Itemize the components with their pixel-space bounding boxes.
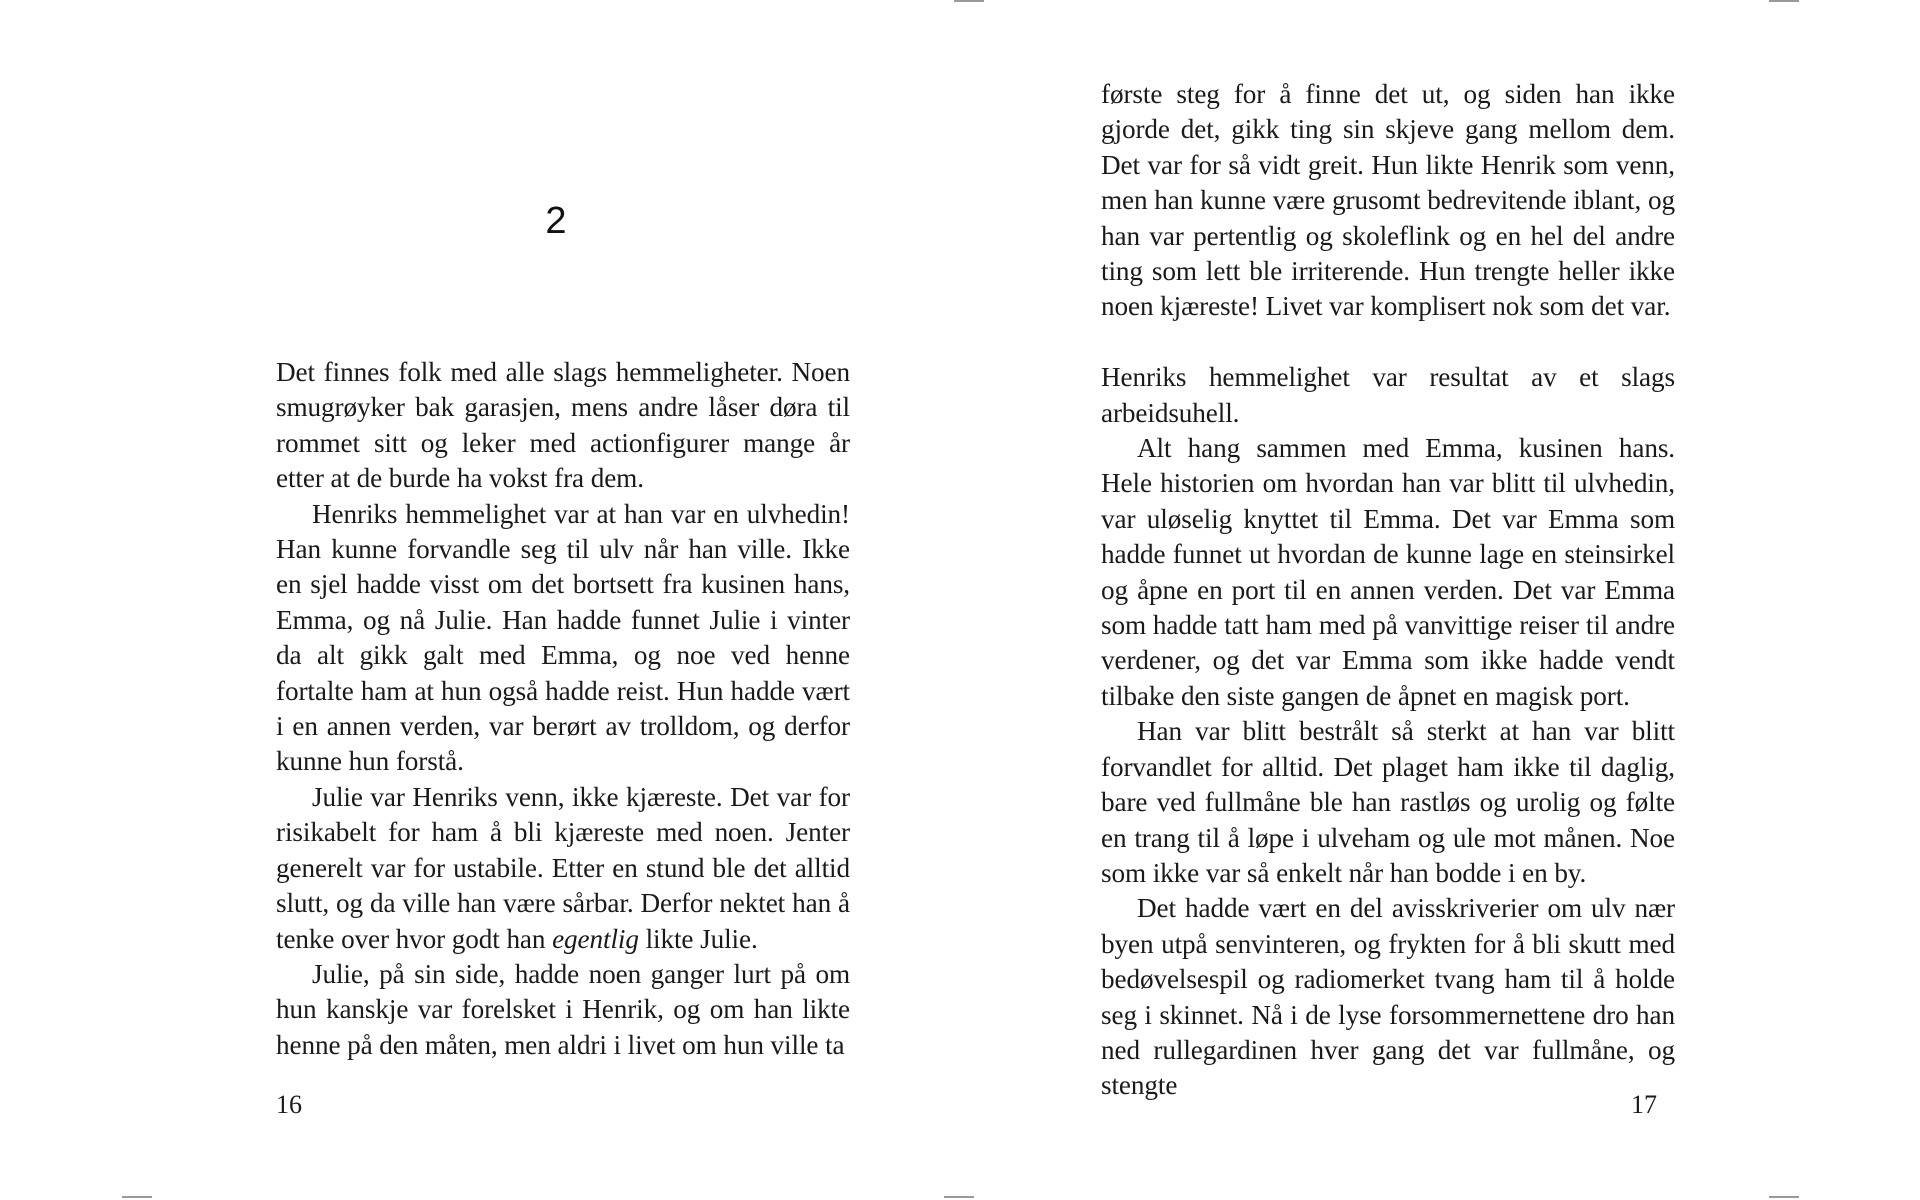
paragraph-text: Julie var Henriks venn, ikke kjæreste. Det var for risikabelt for ham å bli kjæreste med noen. Jenter generelt var for ustabile. Etter en stund ble det alltid slutt, og da ville han være sårbar. Derfor nektet han å tenke over hvor godt han	[276, 781, 850, 954]
page-number: 16	[276, 1090, 302, 1119]
emphasis-text: egentlig	[552, 923, 639, 954]
paragraph: Det hadde vært en del avisskriverier om ulv nær byen utpå senvinteren, og frykten for å bli skutt med bedøvelsespil og radiomerket tvang ham til å holde seg i skinnet. Nå i de lyse forsommernettene dro han ned rullegardinen hver gang det var fullmåne, og stengte	[1101, 893, 1675, 1101]
paragraph	[276, 780, 850, 957]
left-page-body	[276, 355, 850, 1063]
paragraph: Henriks hemmelighet var at han var en ulvhedin! Han kunne forvandle seg til ulv når han ville. Ikke en sjel hadde visst om det bortsett fra kusinen hans, Emma, og nå Julie. Han hadde funnet Julie i vinter da alt gikk galt med Emma, og noe ved henne fortalte ham at hun også hadde reist. Hun hadde vært i en annen verden, var berørt av trolldom, og derfor kunne hun forstå.	[276, 498, 850, 777]
chapter-number: 2	[545, 200, 567, 242]
paragraph: Det finnes folk med alle slags hemmeligheter. Noen smugrøyker bak garasjen, mens andre låser døra til rommet sitt og leker med actionfigurer mange år etter at de burde ha vokst fra dem.	[276, 357, 850, 494]
paragraph-text: likte Julie.	[638, 923, 758, 954]
right-page-body	[1101, 77, 1675, 1104]
paragraph: Alt hang sammen med Emma, kusinen hans. Hele historien om hvordan han var blitt til ulvhedin, var uløselig knyttet til Emma. Det var Emma som hadde funnet ut hvordan de kunne lage en steinsirkel og åpne en port til en annen verden. Det var Emma som hadde tatt ham med på vanvittige reiser til andre verdener, og det var Emma som ikke hadde vendt tilbake den siste gangen de åpnet en magisk port.	[1101, 433, 1675, 711]
paragraph: første steg for å finne det ut, og siden han ikke gjorde det, gikk ting sin skjeve gang mellom dem. Det var for så vidt greit. Hun likte Henrik som venn, men han kunne være grusomt bedrevitende iblant, og han var pertentlig og skoleflink og en hel del andre ting som lett ble irriterende. Hun trengte heller ikke noen kjæreste! Livet var komplisert nok som det var.	[1101, 79, 1675, 322]
section-opening-paragraph: Henriks hemmelighet var resultat av et slags arbeidsuhell.	[1101, 362, 1675, 428]
page-number: 17	[1631, 1090, 1657, 1119]
paragraph: Han var blitt bestrålt så sterkt at han var blitt forvandlet for alltid. Det plaget ham ikke til daglig, bare ved fullmåne ble han rastløs og urolig og følte en trang til å løpe i ulveham og ule mot månen. Noe som ikke var så enkelt når han bodde i en by.	[1101, 716, 1675, 888]
paragraph: Julie, på sin side, hadde noen ganger lurt på om hun kanskje var forelsket i Henrik, og om han likte henne på den måten, men aldri i livet om hun ville ta	[276, 958, 850, 1060]
